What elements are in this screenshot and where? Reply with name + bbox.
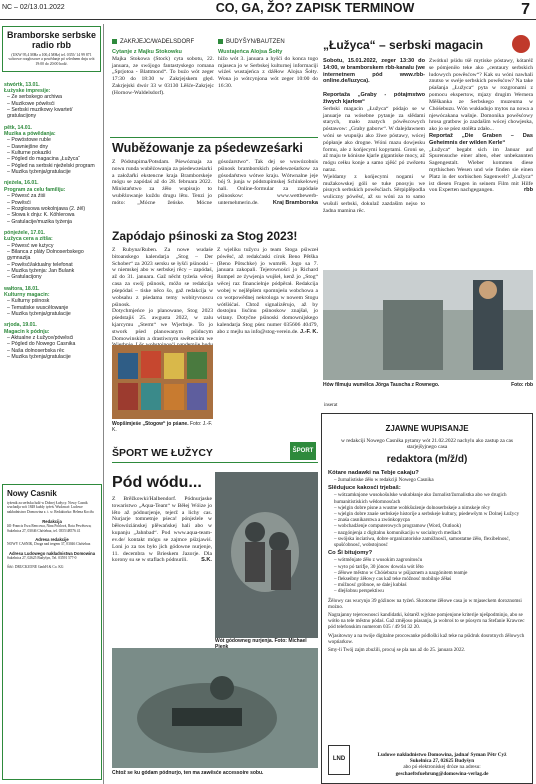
schedule-program: Łużyske impresije: [4,88,51,94]
schedule-item: – Kulturne pokaziki [7,150,51,157]
ad-list-item: – wyto pó tarifje, 30 jónow dowola wót lěto [334,564,526,570]
ad-list-item: – nazgónjenja z digitalnu komunikaciju w socialnych mediach [334,530,526,536]
masthead-publisher-heading: Adresa Ludowego nakładnistwa Domowina [8,551,96,557]
ad-q1: Kótare nadawki na Tebje cakaju? [328,470,419,477]
radio-info: (UKW 95,4 MHz a 100,4 MHz) tel. 0355/ 14 99 871 wótrowe rozgłosowe a powědanje pó wšednem dnju wót 19:00 do 20:00 hodź. [8,52,95,67]
photo-filming [323,270,533,380]
sport-section [112,441,318,463]
schedule-program: Kulturny magacin: [4,291,50,298]
schedule-item: – Dawniejšne dny [7,143,48,150]
masthead-redakcija: Jill-Francis Ewa Rencowa, Nina Pohlová, Rota Pewětowa; Sukelnica 27, 03046 Chóśebuz, tel. 0355/48576 41 [7,523,92,533]
article-main [112,159,318,227]
col-label-left: ZAKRJEJC/WADELSDORF [112,39,194,46]
photo-diver-underwater [112,648,318,768]
schedule-item: – Muzikowe pówěsći [7,100,55,107]
schedule-item: – Serbski muzikowy kwartet/ gratulacijony [7,107,73,120]
schedule-item: – Powěsći/aktualny telefonat [7,261,73,268]
page-title: CO, GA, ŽO? ZAPISK TERMINOW [215,1,415,15]
masthead-publisher: Sukelnica 27, 02625 Budyšyn, Tel. 03591 577-0 [7,556,77,561]
page-header [0,0,536,20]
right-article-col2: Zwótkul pśidu tśě mytiske póstawy, kótaréž se pómjeniło teke ako „centaury serbskich ludowych powěsćow“? Kak su wóni nawhali znutso w swéje serbskich powěsćow? Na take pśašanja „Łužyca“ pyta w rozgronami z pomocu ekspertow, mjazy drugim Wernera Měškanka ze Serbskego muzeuma w Chóśebuzu. Wón wukładujo mytos na nowa a njewócakana wašnje. Domonika powěsćowy hrosa gratbow jo zazdašim wócej chowjeska, ako jo se pśez stolěta zdało... Reportaž „Die Graben – Das Geheimnis der wilden Kerle“ „Łužyca“ begabt sich im Januar auf Spurensuche einer alten, eher unbekannten Sagengestalt. Wieber kommen diese mythischen Wesen und wie finden sie einen Platz in der sorbischen Sagenwelt? „Łužyca“ ist diesen Fragen in seinem Film mit Hilfe von Experten nachgegangen. rbb [429,58,533,194]
ad-list-item: – wjelgin dobre znaśe serbskeje historije a serbskeje kultury, pśedewšym w Dolnej Łužycy [334,511,526,517]
schedule-item: – Muzika tyźenja: Jan Bulank [7,267,75,274]
ad-email[interactable]: geschaeftsfuehrung@domowina-verlag.de [395,770,489,777]
books-image [112,345,213,419]
photo-divers [215,472,318,638]
schedule-item: – Muzika tyźenja/gratulacije [7,354,71,361]
schedule-day: njeźela, 16.01. [4,180,39,187]
masthead [2,484,102,780]
schedule-item: – Pógled na serbski nježelski program [7,162,95,169]
masthead-redakcija-heading: Redakcija [42,518,62,524]
col-label-right: BUDYŠYN/BAUTZEN [218,39,285,46]
schedule-item: – Gratulacije/muzika tyźenja [7,218,72,225]
schedule-item: – Pógled do magacina „Łužyca“ [7,156,80,163]
article-cytanje [112,49,214,97]
ad-list-item: – flekseibny źěłowy cas kaž teke móžnosć mobilnje źěłaś [334,576,526,582]
sport-badge: ŠPORT [290,442,316,460]
schedule-item: – Kulturny pśinosk [7,298,50,305]
article-main-sig: Kraj Bramborska [272,199,318,206]
article-cytanje-title: Cytanje z Majku Stokowku [112,49,182,55]
schedule-program: Łužyca cera a zítša: [4,236,53,243]
filming-image [323,270,533,380]
ad-salary: Žělowy cas wucynjo 39 góźinow na tyźeń. Skrotorne źěłowe casa jo w mjaseckem doroznomsi możno. [328,597,522,610]
schedule-item: – Ze serbskego archiwa [7,94,63,101]
rbb-logo-icon [512,35,530,53]
masthead-title: Nowy Casnik [7,489,57,498]
ad-headline: ZJAWNE WUPISANJE [385,424,469,433]
filming-caption: Hów filmuju wumělca Jörga Tauscha z Rownego. Foto: rbb [323,382,533,388]
article-cytanje-text: Majka Stokowa (Stock) cyta sobotu, 22. januara, ze swójogo fantastyskego romana „Sprjotoa - Blattmond“. To buźo wót zeger 17:30 do 18:30 w Zakrjejskem ględ. Zakrjejski dwór 33 w 03130 Lěšće-Zakrjejc (Hornow-Waldelsdorf). [112,55,214,96]
schedule-program: Muzika a pówědanja: [4,131,56,138]
ad-q1-list [328,477,526,483]
ad-position: redaktora (m/ž/d) [386,453,468,465]
masthead-intro: tyźenik za serbsku ludź w Dolnej Łužycy. Nowy Casnik wuchadja wót 1848 kuždy tyźeń. Wudawaŕ: Ludowe nakładnistwo Domowina z. t. w. Redaktorka: Helena Kociřa [7,500,94,515]
ad-publisher-block [356,752,528,777]
sport-section-title: ŠPORT WE ŁUŽYCY [112,447,213,459]
ad-list-item: – wjelgin dobre pisne a wustne wobkšuźenje dolnoserbskeje a nimskeje rěcy [334,505,526,511]
masthead-admin-heading: Adresa redakcije [35,537,69,543]
page-number: 7 [521,1,530,18]
radio-title: Bramborske serbske radio rbb [6,30,97,50]
schedule-program: Program za celu familiju: [4,186,66,193]
article-main-text: Z Pódstupima/Potsdam. Pśewóznaja za nowu runda wuběźowanja za pśedewześarki a załožaŕki ekstencne kraja Bramborskeje mógu se zapódaś až do 28. februara 2022. Ministaŕstwo za źěło wupisujo to wuběźowanje kuždu drugu lětu. Tenzi jo móto: „Mócne žeńske. Mócne gósoźarstwo“. Tak dej se wuwózobnis pśinosk bramborskich pśedewześarkow za gósodaŕstwo wótwe kraju. Wótwnalne jeje bój 9. junja w pódstupimskej Schinkelowej hali. Online-formular za zapódaśe pśinoskow: www.wettbewerb-unternehmerin.de. [112,159,318,206]
photo-books-caption: Wopšimjeśe „Stogow“ jo pśane. Foto: J.-F. K. [112,421,213,434]
schedule-day: pětk, 14.01. [4,124,32,131]
article-competition-title: Zapódajo pśinoski za Stog 2023! [112,229,298,243]
divider [110,137,318,138]
divers-caption: Wót gódowneg nurjenja. Foto: Michael [215,638,307,644]
schedule-day: wałtora, 18.01. [4,285,40,292]
article-wustajenca-text: hižo wót 3. januara a hyšći do konca togo mjaseca jo w Serbskej kulturnej informaciji wiźeś wustajeńca z dźěłow Alojsa Šołty. Wona jo wótcynjona wót zeger 10:00 do 16:30. [218,55,318,90]
right-article-col1: Sobotu, 15.01.2022, zeger 13:30 do 14:00, w bramborskem rbb-kanalu (we internetnem pód www.rbb-online.de/luzyca). Reportaža „Graby - pótajmstwo žiwych kjarłow“ Serbski magacin „Łužyca“ pódajo se w januarje na wósebne pytanje za slědami starych, mało znatych pówěscowych póstawow: „Graby gaborw“. W dalejdawnem wóni se wupuśju ako žiwe póstawy, wócej pópłanje ako drogne. Wóni mazu dowjesku formu, ale z końjecymi kopytami. Groni se, až maju te kónisne kjarle gigantiske mocy, až mógu cełku konje a samo zjěść pó zwězetu naraz. Wjeldamy z końjecymi nogami w mužakowskej góli se tuke pnosyju we pisnych serbskich powěsćiach. Sěrpiplěpodla wuliczny pówěsć, až su wóni za to samo wušuli serbski, dokulaž zazdašim nejso to žadna mamina rěc. [323,58,425,214]
ad-list-item: – žurnalistiske źěło w redakciji Nowego Casnika [334,477,526,483]
issue-label: NC – 02/13.01.2022 [2,4,65,11]
ad-list-item: – wobchadźenje computerowych programow (Word, Outlook) [334,523,526,529]
schedule-day: srjoda, 19.01. [4,322,37,329]
ad-publisher-addr: Sukelnica 27, 02625 Budyšyn [409,757,475,764]
masthead-print: Śišć: DRUCKZONE GmbH & Co. KG [7,564,64,569]
schedule-item: – Muzika tyźenja/gratulacije [7,311,71,317]
ad-list-item: – wótzamknjone wusokošulske wukubłanje ako žurnalist/žurnalistka abo we drugich humanitistiskich wědomnosćach [334,492,526,504]
ad-apply: Wjasitowny a na twóje digitalne procowanke pódloški kaž teke na pśidruk dosrotnych źělowych wopńarkow. [328,632,525,645]
schedule-item: – Powóstowe ruble [7,137,51,144]
article-competition-col2: Z wjeliku tužycu jo team Stoga pśiwzeł pówěsć, až redakćaski círok Beno Pětška (Beno Pötschke) jo wumrěł. Jogo sa 7. januara zakopali. Tejerowności jo Richard Rumpel ze źywjenja wujšeł, kenž jo „Stog“ wěcej raz financielnje pódpěrał. Redakcija wobej w nejlěpšem spomnjeśu wobchowa a co wotpowědnej nekrologa w nowem Stogu wótšiśćaś. Chtož signalizěrujo, až by dostojnu lisćinu pśinoskow znajšał, jo witany. Dotyčne pśinoski domownijskego kalendarja Stog pśez numer 035606 40479, abo z mejlu na info@stog-verein.de. J.-F. K. [217,247,318,335]
ad-q2-list [328,492,526,548]
square-icon [112,39,117,44]
ad-publisher-name: Ludowe nakładnistwo Domowina, jadnaŕ Syman Pětr Cyž [377,751,507,758]
divers-image [215,472,318,638]
article-wustajenca [218,49,318,90]
schedule-item: – Pówesć we łużycy [7,242,54,249]
ad-intro: w redakciji Nowego Casnika pytamy wót 21.02.2022 nachylu ako zastup za cas starjejšyjnego casa [340,437,513,451]
ad-list-item: – źěłowe městno w Chóśebuzu w pśijaznem a nazgónitem teamje [334,570,526,576]
schedule-item: – Powěsći [7,199,31,206]
ad-deadline: Smy-li Twój zajm zbuźili, procuj se pla nas až do 25. januara 2022. [328,646,466,653]
schedule-day: pónjeźele, 17.01. [4,229,45,236]
schedule-item: – Muzika tyźenja/gratulacije [7,169,71,176]
ad-note: Nagrajanny tejerownosci kandidatki, kótaréž wjykne pomjenjone kriterije nješpodminjo, abo se wótło na tele městno pódaś. Gaž změjoso pśasanja, ja wobroś to se pśosym na Stefanie Krawcec pód telefonskim numerom 035 / 49 94 32 20. [328,611,525,631]
schedule-item: – Aktualne z Łužyce/pówěsći [7,335,74,342]
sport-article: Z Brěžkowki/Halbendorf. Pódnurjaske towaristwo „Aqua-Team“ w Běłej Wóize jo lěto až pódnurjenje, tejerž a lichy cas. Nurjarje tomnetnje pśeca! pónjeźele w běłowóziánskej plěwańskej hali abo w kupanju „Jahnbad“. Pod www.aqua-team-ev.de/ kontakt mógu se zajmce pśizjawiś. Loni jo za tos było jich gódowne nurjenje, 11. decembra w Brieskem Jazorje. Dla korony su se w staflach pódnurili. S.K. [112,496,212,564]
ad-list-item: – dlejšobnu perspektiwu [334,588,526,594]
schedule-item: – Naša dolnoserbska rěc [7,347,65,354]
ad-list-item: – móžnosć gróbnoe, se dalej kubłaś [334,582,526,588]
underwater-image [112,648,318,768]
schedule-item: – Słowa k dnju: K. Köhlerowa [7,212,75,219]
schedule-item: – Gratulacijony [7,274,42,281]
ad-q2: Slědujuce kakosći trjebaš: [328,485,401,492]
schedule-item: – Bilanca z pláty Dolnoserbskego gymnazija [7,248,84,262]
right-article-title: „Łužyca“ – serbski magacin [323,38,484,52]
schedule-item: – Rozgłosowa wokolnjawa (2. źěl) [7,205,86,212]
sport-title: Pód wódu... [112,474,202,491]
schedule-program: Magacin k pódnju: [4,328,50,335]
schedule-item: – Tematiske wuscělowanje [7,304,69,311]
ad-list-item: – wótměnjate źěło z wusokim zagronitosću [334,557,526,563]
ad-email-intro: abo pó elektroniskej dróze na adresu: [403,764,481,771]
radio-box [2,26,101,72]
article-main-title: Wuběźowanje za pśedewześarki [112,141,303,155]
masthead-admin: NOWY CASNIK, Droga nad tergem 37, 03046 Chóśebuz [7,542,91,547]
underwater-caption: Chtož se ku gódam pódnurjo, ten ma zawěsće accessoire sobu. [112,770,264,776]
article-wustajenca-title: Wustajeńca Alojsa Šołty [218,49,283,55]
photo-books [112,345,213,419]
ad-list-item: – znaśa casnikarstwa a zwónkopycpa [334,517,526,523]
ad-q3-list [328,557,526,594]
job-ad [321,403,533,784]
schedule-item: – Pówesć za źiśi [7,193,46,200]
ad-q3: Co Śi bitujomy? [328,550,373,557]
article-competition-col1: Z Rubyna/Ruben. Za nowe wudaśe bitoanskego kalendarja „Stog – Der Schober“ za 2023 sersku se łyšći pśinoski – w niemskej abo w serbskej rěcy – zapódaś, až do 31. januara. Gaž něcht tyźeńa wěcej casa za swój pśinosk, móžo se redakcija pśepódaś – tiske něco šo, gaž redakcija w wobsahu z pśedama temy wobityvnoscu pśinosk. Dotychmjeńce jo planowane, Stog 2023 pśedstajiś 25. awgusta 2022, w zalu kjarcymu „Sterm“ we Wjerbnje. To jo stwork pśed planowanym pśiducym Domowinskim a drastiwnym swětecnim we [112,247,213,342]
program-schedule [0,74,103,364]
publisher-logo: LND [328,745,350,775]
square-icon [218,39,223,44]
ad-list-item: – swójska inciatiwa, dobre organizatoriske zamóžnosći, samostatne źěło, flexibelnosć, spušćobnosć, wobstojnosć [334,536,526,548]
ad-inserat-label: inserat [324,403,338,408]
schedule-item: – Pógled do Nowego Casnika [7,341,76,348]
schedule-day: stwórtk, 13.01. [4,81,40,88]
